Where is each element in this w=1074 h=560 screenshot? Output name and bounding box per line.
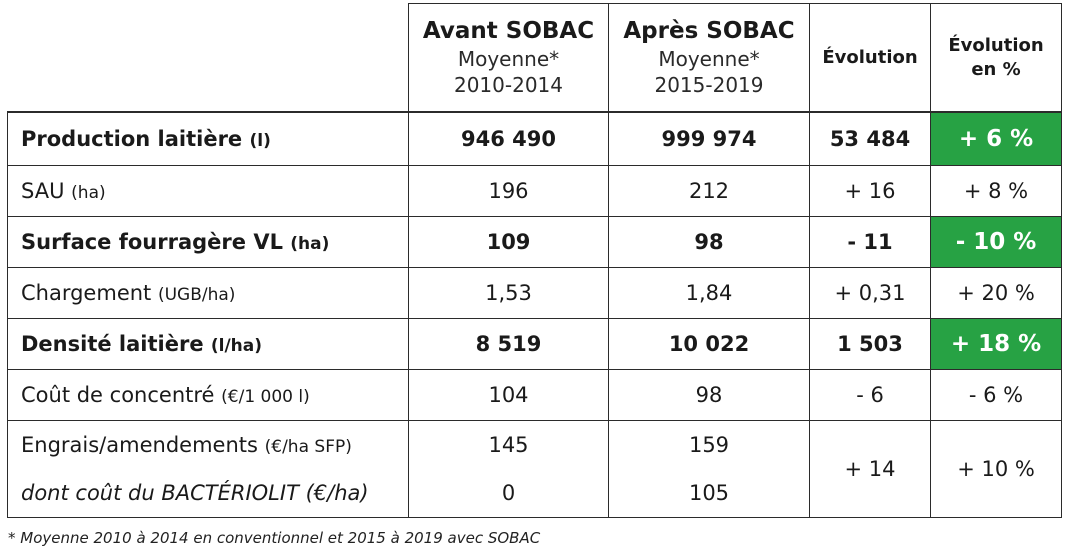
row-label-text: SAU bbox=[21, 179, 65, 203]
cell-evolution: - 6 bbox=[810, 370, 931, 421]
cell-avant: 8 519 bbox=[409, 319, 609, 370]
cell-avant: 196 bbox=[409, 166, 609, 217]
row-unit: (€/1 000 l) bbox=[221, 387, 310, 407]
cell-avant: 946 490 bbox=[409, 112, 609, 166]
row-production-laitiere bbox=[8, 112, 1062, 166]
cell-evolution-pct: + 8 % bbox=[931, 166, 1062, 217]
cell-evolution: + 16 bbox=[810, 166, 931, 217]
row-unit: (€/ha SFP) bbox=[264, 437, 352, 457]
header-evolution-pct-line2: en % bbox=[971, 58, 1021, 80]
row-label-text: Production laitière bbox=[21, 127, 243, 151]
cell-evolution-pct: + 20 % bbox=[931, 268, 1062, 319]
cell-apres: 98 bbox=[609, 217, 810, 268]
row-surface-fourragere bbox=[8, 217, 1062, 268]
header-evolution-pct bbox=[931, 4, 1062, 113]
row-label-text: Surface fourragère VL bbox=[21, 230, 283, 254]
row-label bbox=[8, 217, 409, 268]
cell-avant: 0 bbox=[409, 469, 609, 518]
row-label bbox=[8, 166, 409, 217]
row-label bbox=[8, 370, 409, 421]
cell-evolution: + 0,31 bbox=[810, 268, 931, 319]
cell-evolution-merged: + 14 bbox=[810, 421, 931, 518]
header-apres-title: Après SOBAC bbox=[623, 18, 795, 44]
header-apres-sub1: Moyenne* bbox=[658, 47, 760, 71]
row-engrais-amendements bbox=[8, 421, 1062, 470]
row-sau bbox=[8, 166, 1062, 217]
row-label bbox=[8, 268, 409, 319]
cell-evolution-pct-highlight: + 6 % bbox=[931, 112, 1062, 166]
header-row bbox=[8, 4, 1062, 113]
row-unit: (UGB/ha) bbox=[157, 285, 236, 305]
footnote: * Moyenne 2010 à 2014 en conventionnel et 2015 à 2019 avec SOBAC bbox=[8, 529, 541, 547]
header-evolution-pct-line1: Évolution bbox=[948, 34, 1044, 56]
cell-evolution-pct: - 6 % bbox=[931, 370, 1062, 421]
cell-apres: 98 bbox=[609, 370, 810, 421]
header-blank-cell bbox=[8, 4, 409, 113]
cell-apres: 999 974 bbox=[609, 112, 810, 166]
row-cout-concentre bbox=[8, 370, 1062, 421]
cell-evolution: 53 484 bbox=[810, 112, 931, 166]
cell-apres: 10 022 bbox=[609, 319, 810, 370]
row-densite-laitiere bbox=[8, 319, 1062, 370]
cell-apres: 212 bbox=[609, 166, 810, 217]
comparison-table bbox=[7, 3, 1062, 518]
header-avant-sub1: Moyenne* bbox=[457, 47, 560, 71]
row-unit: (l) bbox=[249, 131, 271, 151]
header-apres-sobac bbox=[609, 4, 810, 113]
cell-evolution: - 11 bbox=[810, 217, 931, 268]
cell-apres: 159 bbox=[609, 421, 810, 470]
cell-evolution-pct-highlight: + 18 % bbox=[931, 319, 1062, 370]
row-unit: (l/ha) bbox=[210, 336, 263, 356]
header-evolution-title: Évolution bbox=[822, 46, 918, 68]
header-avant-title: Avant SOBAC bbox=[422, 18, 595, 44]
cell-evolution-pct-highlight: - 10 % bbox=[931, 217, 1062, 268]
cell-avant: 145 bbox=[409, 421, 609, 470]
header-avant-sub2: 2010-2014 bbox=[453, 73, 563, 97]
row-chargement bbox=[8, 268, 1062, 319]
row-unit: (ha) bbox=[290, 234, 330, 254]
header-evolution bbox=[810, 4, 931, 113]
row-label-text: Engrais/amendements bbox=[21, 433, 258, 457]
cell-apres: 1,84 bbox=[609, 268, 810, 319]
cell-avant: 1,53 bbox=[409, 268, 609, 319]
header-avant-sobac bbox=[409, 4, 609, 113]
row-label bbox=[8, 421, 409, 470]
row-label-italic: dont coût du BACTÉRIOLIT (€/ha) bbox=[8, 469, 409, 518]
cell-avant: 104 bbox=[409, 370, 609, 421]
row-label-text: Coût de concentré bbox=[21, 383, 215, 407]
row-label-text: Densité laitière bbox=[21, 332, 204, 356]
cell-apres: 105 bbox=[609, 469, 810, 518]
cell-evolution: 1 503 bbox=[810, 319, 931, 370]
cell-avant: 109 bbox=[409, 217, 609, 268]
cell-evolution-pct-merged: + 10 % bbox=[931, 421, 1062, 518]
row-label bbox=[8, 112, 409, 166]
header-apres-sub2: 2015-2019 bbox=[654, 73, 764, 97]
row-label bbox=[8, 319, 409, 370]
row-unit: (ha) bbox=[71, 183, 106, 203]
row-label-text: Chargement bbox=[21, 281, 152, 305]
